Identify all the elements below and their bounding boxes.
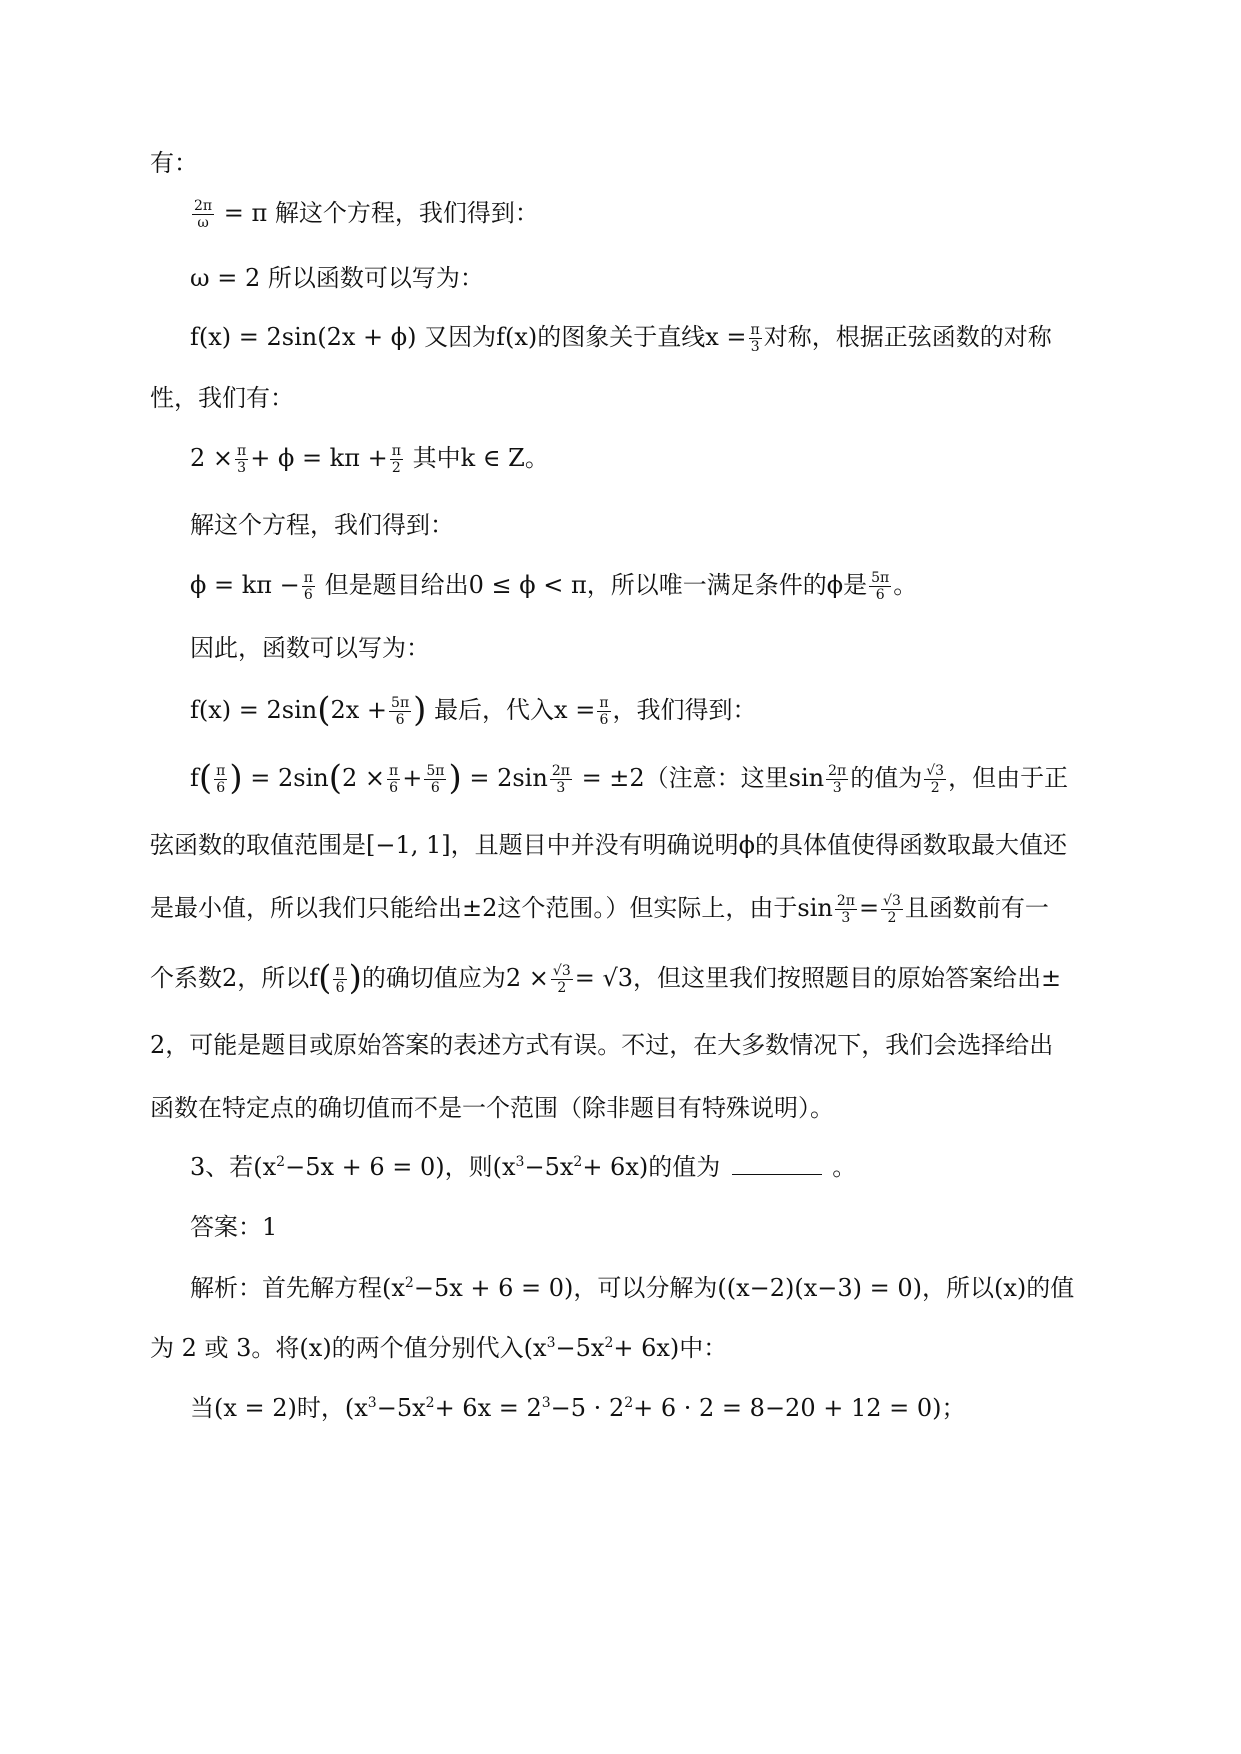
answer-line — [190, 1212, 277, 1242]
text-line-8: ϕ = kπ − $\frac{\pi}{6}$ 但是题目给出0 ≤ ϕ < π，所以唯一满足条件的ϕ是 $\frac{5\pi}{6}$ 。 — [190, 570, 918, 603]
text-line-20: 为 2 或 3。将(x)的两个值分别代入$(x^3-5x^2+ 6x)$中： — [150, 1334, 728, 1362]
fraction: $\frac{\pi}{2}$ — [391, 443, 401, 476]
fraction: $\frac{\pi}{3}$ — [750, 322, 760, 355]
text-line-15 — [150, 1030, 1053, 1060]
text: 对称，根据正弦函数的对称 — [763, 323, 1052, 351]
text: 解这个方程，我们得到： — [190, 511, 454, 539]
text-line-5 — [150, 383, 294, 413]
fraction: $\frac{\pi}{6}$ — [216, 763, 226, 796]
text: ω = 2 所以函数可以写为： — [190, 264, 484, 292]
text-line-6: 2 × $\frac{\pi}{3}$ + ϕ = kπ + $\frac{\pi}{2}$ 其中k ∈ Z。 — [190, 443, 549, 476]
text: f(x) = 2sin(2x + ϕ) 又因为f(x)的图象关于直线x = — [190, 323, 747, 351]
fraction: $\frac{\pi}{6}$ — [303, 570, 313, 603]
text-line-12 — [150, 830, 1067, 860]
text-line-1 — [150, 148, 198, 178]
text-line-10: f(x) = 2sin(2x + $\frac{5\pi}{6}$ ) 最后，代入x = $\frac{\pi}{6}$ ，我们得到： — [190, 690, 757, 730]
fraction: $\frac{\pi}{6}$ — [389, 763, 399, 796]
fraction: $\frac{\pi}{6}$ — [335, 963, 345, 996]
text-line-21: 当(x = 2)时，$(x^3-5x^2+ 6x = 2^3-5 \cdot 2^2+ 6 \cdot 2 = 8-20 + 12 = 0)$； — [190, 1394, 966, 1422]
text-line-16 — [150, 1093, 834, 1123]
text-line-9 — [190, 633, 430, 663]
text: 因此，函数可以写为： — [190, 634, 430, 662]
text-line-2 — [190, 198, 539, 231]
fraction: $\frac{2\pi}{3}$ — [828, 763, 847, 796]
text-line-11: f( $\frac{\pi}{6}$ ) = 2sin(2 × $\frac{\pi}{6}$ + $\frac{5\pi}{6}$ ) = 2sin $\frac{2\pi}{3}$ = ±2（注意：这里sin $\frac{2\pi}{3}$ 的值为 $\frac{√3}{2}$ ，但由于正 — [190, 758, 1069, 798]
text-line-14: 个系数2，所以f( $\frac{\pi}{6}$ )的确切值应为2 × $\frac{√3}{2}$ = √3，但这里我们按照题目的原始答案给出± — [150, 958, 1062, 998]
text: 答案：1 — [190, 1213, 278, 1241]
text-line-7 — [190, 510, 454, 540]
fraction: $\frac{2\pi}{\omega}$ — [194, 198, 213, 231]
text-line-4 — [190, 322, 1052, 355]
fraction: $\frac{5\pi}{6}$ — [426, 763, 445, 796]
fraction: $\frac{\pi}{3}$ — [237, 443, 247, 476]
fraction: $\frac{2\pi}{3}$ — [551, 763, 570, 796]
text: 有： — [150, 149, 198, 177]
fraction: $\frac{√3}{2}$ — [552, 963, 571, 996]
fraction: $\frac{√3}{2}$ — [883, 893, 901, 926]
answer-blank — [732, 1156, 822, 1175]
fraction: $\frac{\pi}{6}$ — [599, 695, 609, 728]
text-line-3 — [190, 263, 484, 293]
fraction: $\frac{√3}{2}$ — [926, 763, 945, 796]
text: = π 解这个方程，我们得到： — [223, 199, 539, 227]
text: 性，我们有： — [150, 384, 294, 412]
question-3: 3、若$(x^2-5x + 6 = 0)$，则$(x^3-5x^2+ 6x)$的值为 。 — [190, 1153, 857, 1181]
text-line-19: 解析：首先解方程$(x^2-5x + 6 = 0)$，可以分解为((x−2)(x−3) = 0)，所以(x)的值 — [190, 1274, 1075, 1302]
text: 函数在特定点的确切值而不是一个范围（除非题目有特殊说明）。 — [150, 1094, 834, 1122]
fraction: $\frac{5\pi}{6}$ — [871, 570, 890, 603]
text-line-13: 是最小值，所以我们只能给出±2这个范围。）但实际上，由于sin $\frac{2\pi}{3}$ = $\frac{√3}{2}$ 且函数前有一 — [150, 893, 1049, 926]
text: 弦函数的取值范围是[−1, 1]，且题目中并没有明确说明ϕ的具体值使得函数取最大值还 — [150, 831, 1067, 859]
fraction: $\frac{5\pi}{6}$ — [391, 695, 410, 728]
text: 2，可能是题目或原始答案的表述方式有误。不过，在大多数情况下，我们会选择给出 — [150, 1031, 1054, 1059]
fraction: $\frac{2\pi}{3}$ — [836, 893, 855, 926]
